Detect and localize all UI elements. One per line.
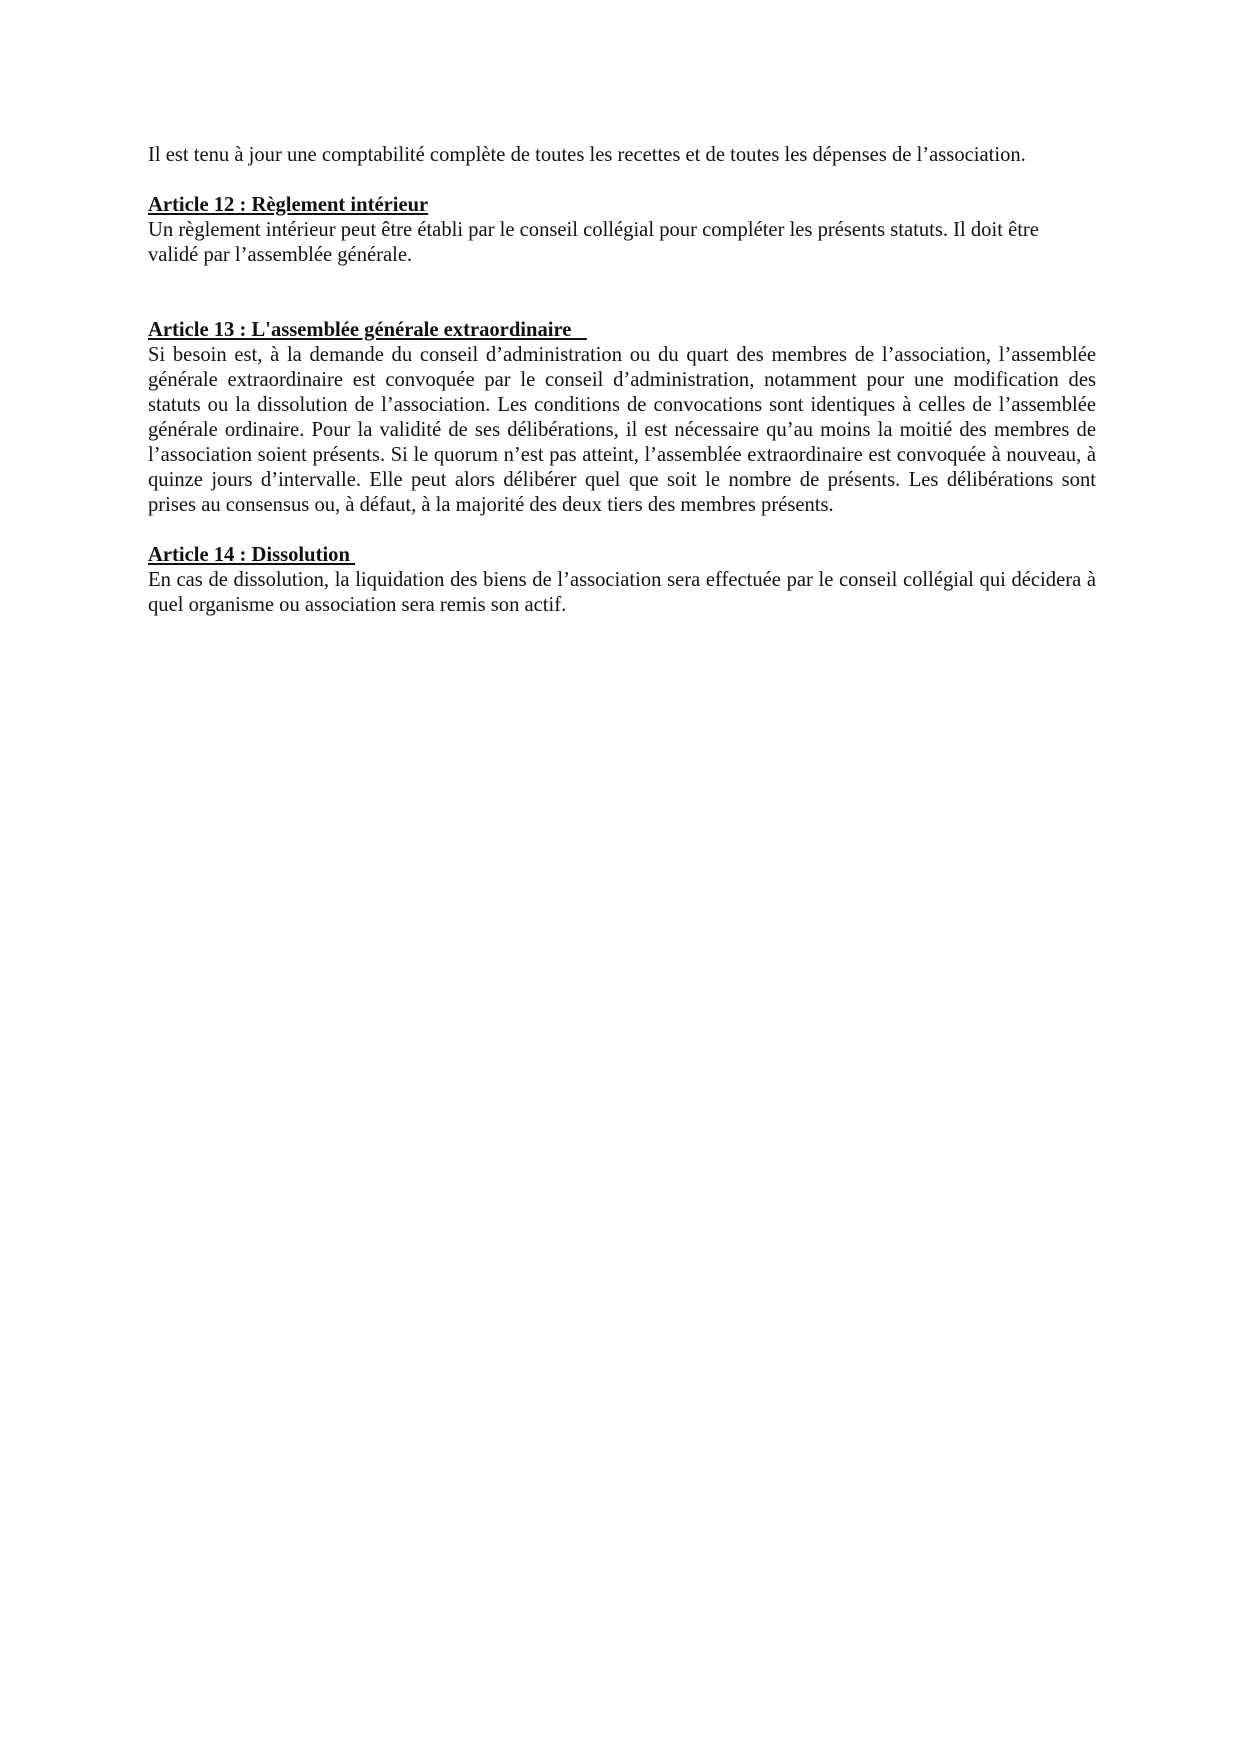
article-13-section — [148, 318, 1096, 518]
article-12-section — [148, 193, 1096, 268]
document-page — [148, 143, 1096, 618]
article-13-body: Si besoin est, à la demande du conseil d’administration ou du quart des membres de l’association, l’assemblée générale extraordinaire est convoquée par le conseil d’administration, notamment pour une modification des statuts ou la dissolution de l’association. Les conditions de convocations sont identiques à celles de l’assemblée générale ordinaire. Pour la validité de ses délibérations, il est nécessaire qu’au moins la moitié des membres de l’association soient présents. Si le quorum n’est pas atteint, l’assemblée extraordinaire est convoquée à nouveau, à quinze jours d’intervalle. Elle peut alors délibérer quel que soit le nombre de présents. Les délibérations sont prises au consensus ou, à défaut, à la majorité des deux tiers des membres présents. — [148, 344, 1096, 516]
article-14-section — [148, 543, 1096, 618]
article-14-body: En cas de dissolution, la liquidation des biens de l’association sera effectuée par le conseil collégial qui décidera à quel organisme ou association sera remis son actif. — [148, 569, 1096, 616]
article-14-title: Article 14 : Dissolution — [148, 544, 356, 566]
article-13-title: Article 13 : L'assemblée générale extraordinaire — [148, 319, 587, 341]
spacer — [148, 168, 1096, 193]
spacer — [148, 518, 1096, 543]
accounting-paragraph: Il est tenu à jour une comptabilité complète de toutes les recettes et de toutes les dépenses de l’association. — [148, 144, 1026, 166]
article-12-title: Article 12 : Règlement intérieur — [148, 194, 429, 216]
article-12-body: Un règlement intérieur peut être établi par le conseil collégial pour compléter les présents statuts. Il doit être validé par l’assemblée générale. — [148, 219, 1039, 266]
spacer — [148, 268, 1096, 318]
